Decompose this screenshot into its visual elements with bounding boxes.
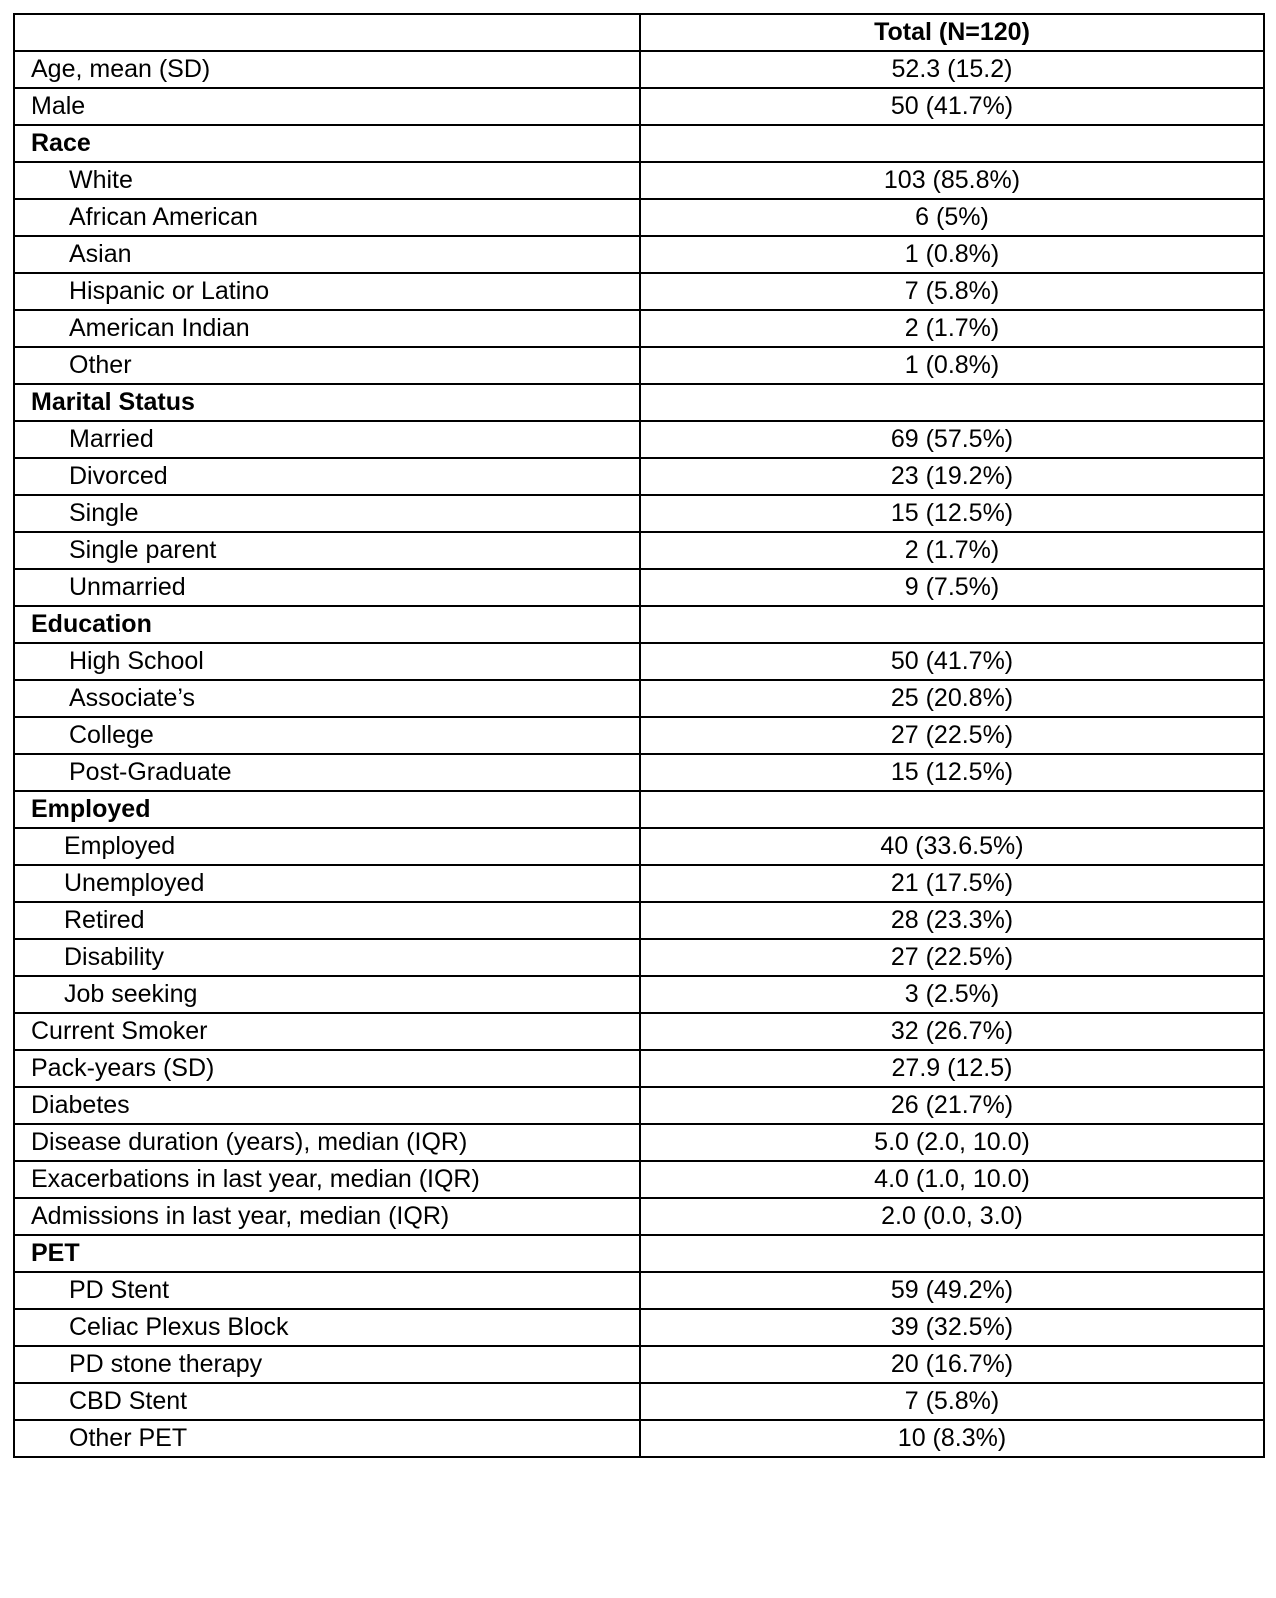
table-row [14,532,1264,569]
row-label: Male [14,88,640,125]
row-value: 23 (19.2%) [640,458,1264,495]
row-label: Admissions in last year, median (IQR) [14,1198,640,1235]
row-label: White [14,162,640,199]
row-value: 10 (8.3%) [640,1420,1264,1457]
row-value: 9 (7.5%) [640,569,1264,606]
table-row [14,939,1264,976]
table-row [14,1124,1264,1161]
row-value: 50 (41.7%) [640,88,1264,125]
row-value [640,125,1264,162]
row-value: 50 (41.7%) [640,643,1264,680]
row-value: 39 (32.5%) [640,1309,1264,1346]
table-row [14,865,1264,902]
row-label: Retired [14,902,640,939]
row-label: High School [14,643,640,680]
row-label: Associate’s [14,680,640,717]
header-blank-cell [14,14,640,51]
row-label: Asian [14,236,640,273]
table-row [14,976,1264,1013]
row-value: 103 (85.8%) [640,162,1264,199]
row-value: 28 (23.3%) [640,902,1264,939]
row-label: PD stone therapy [14,1346,640,1383]
table-row [14,421,1264,458]
table-row [14,1087,1264,1124]
row-label: Divorced [14,458,640,495]
row-value: 40 (33.6.5%) [640,828,1264,865]
table-row [14,88,1264,125]
section-label: Education [14,606,640,643]
table-row [14,347,1264,384]
table-row [14,51,1264,88]
row-label: Unemployed [14,865,640,902]
section-label: Race [14,125,640,162]
table-body [14,51,1264,1457]
row-value: 27.9 (12.5) [640,1050,1264,1087]
row-value: 32 (26.7%) [640,1013,1264,1050]
section-header-row [14,791,1264,828]
table-row [14,1346,1264,1383]
section-header-row [14,1235,1264,1272]
table-row [14,1383,1264,1420]
demographics-table-container [13,13,1263,1458]
table-row [14,643,1264,680]
section-header-row [14,384,1264,421]
table-row [14,1272,1264,1309]
section-label: PET [14,1235,640,1272]
row-value: 21 (17.5%) [640,865,1264,902]
row-label: Employed [14,828,640,865]
row-label: Exacerbations in last year, median (IQR) [14,1161,640,1198]
row-value: 6 (5%) [640,199,1264,236]
row-label: College [14,717,640,754]
row-value: 5.0 (2.0, 10.0) [640,1124,1264,1161]
row-label: Job seeking [14,976,640,1013]
table-row [14,458,1264,495]
row-label: Married [14,421,640,458]
header-total-cell: Total (N=120) [640,14,1264,51]
row-label: African American [14,199,640,236]
row-label: Disease duration (years), median (IQR) [14,1124,640,1161]
table-row [14,1309,1264,1346]
row-label: CBD Stent [14,1383,640,1420]
row-label: Other PET [14,1420,640,1457]
table-row [14,162,1264,199]
row-value [640,1235,1264,1272]
section-header-row [14,125,1264,162]
row-value: 1 (0.8%) [640,347,1264,384]
row-value: 3 (2.5%) [640,976,1264,1013]
row-value: 1 (0.8%) [640,236,1264,273]
row-value: 2 (1.7%) [640,310,1264,347]
row-label: PD Stent [14,1272,640,1309]
table-row [14,1420,1264,1457]
row-label: Age, mean (SD) [14,51,640,88]
section-header-row [14,606,1264,643]
row-value: 25 (20.8%) [640,680,1264,717]
row-value: 15 (12.5%) [640,754,1264,791]
row-value: 4.0 (1.0, 10.0) [640,1161,1264,1198]
row-value [640,791,1264,828]
section-label: Employed [14,791,640,828]
row-value: 69 (57.5%) [640,421,1264,458]
table-row [14,680,1264,717]
table-row [14,236,1264,273]
row-value: 27 (22.5%) [640,717,1264,754]
row-value: 52.3 (15.2) [640,51,1264,88]
table-row [14,1050,1264,1087]
table-row [14,310,1264,347]
row-label: Celiac Plexus Block [14,1309,640,1346]
table-row [14,754,1264,791]
row-label: Unmarried [14,569,640,606]
row-label: Current Smoker [14,1013,640,1050]
row-label: Post-Graduate [14,754,640,791]
row-label: Other [14,347,640,384]
table-row [14,569,1264,606]
row-value: 2.0 (0.0, 3.0) [640,1198,1264,1235]
row-value: 7 (5.8%) [640,273,1264,310]
row-label: Pack-years (SD) [14,1050,640,1087]
row-label: Hispanic or Latino [14,273,640,310]
demographics-table [13,13,1265,1458]
table-row [14,828,1264,865]
row-label: Single parent [14,532,640,569]
row-value: 15 (12.5%) [640,495,1264,532]
row-value: 59 (49.2%) [640,1272,1264,1309]
row-label: Disability [14,939,640,976]
row-label: Diabetes [14,1087,640,1124]
table-row [14,1198,1264,1235]
row-value: 2 (1.7%) [640,532,1264,569]
row-value: 7 (5.8%) [640,1383,1264,1420]
table-row [14,1161,1264,1198]
table-header-row [14,14,1264,51]
row-value [640,606,1264,643]
section-label: Marital Status [14,384,640,421]
row-label: American Indian [14,310,640,347]
table-row [14,902,1264,939]
table-row [14,495,1264,532]
row-value: 27 (22.5%) [640,939,1264,976]
table-row [14,1013,1264,1050]
table-row [14,273,1264,310]
table-row [14,199,1264,236]
row-value: 20 (16.7%) [640,1346,1264,1383]
row-value: 26 (21.7%) [640,1087,1264,1124]
row-value [640,384,1264,421]
row-label: Single [14,495,640,532]
table-row [14,717,1264,754]
